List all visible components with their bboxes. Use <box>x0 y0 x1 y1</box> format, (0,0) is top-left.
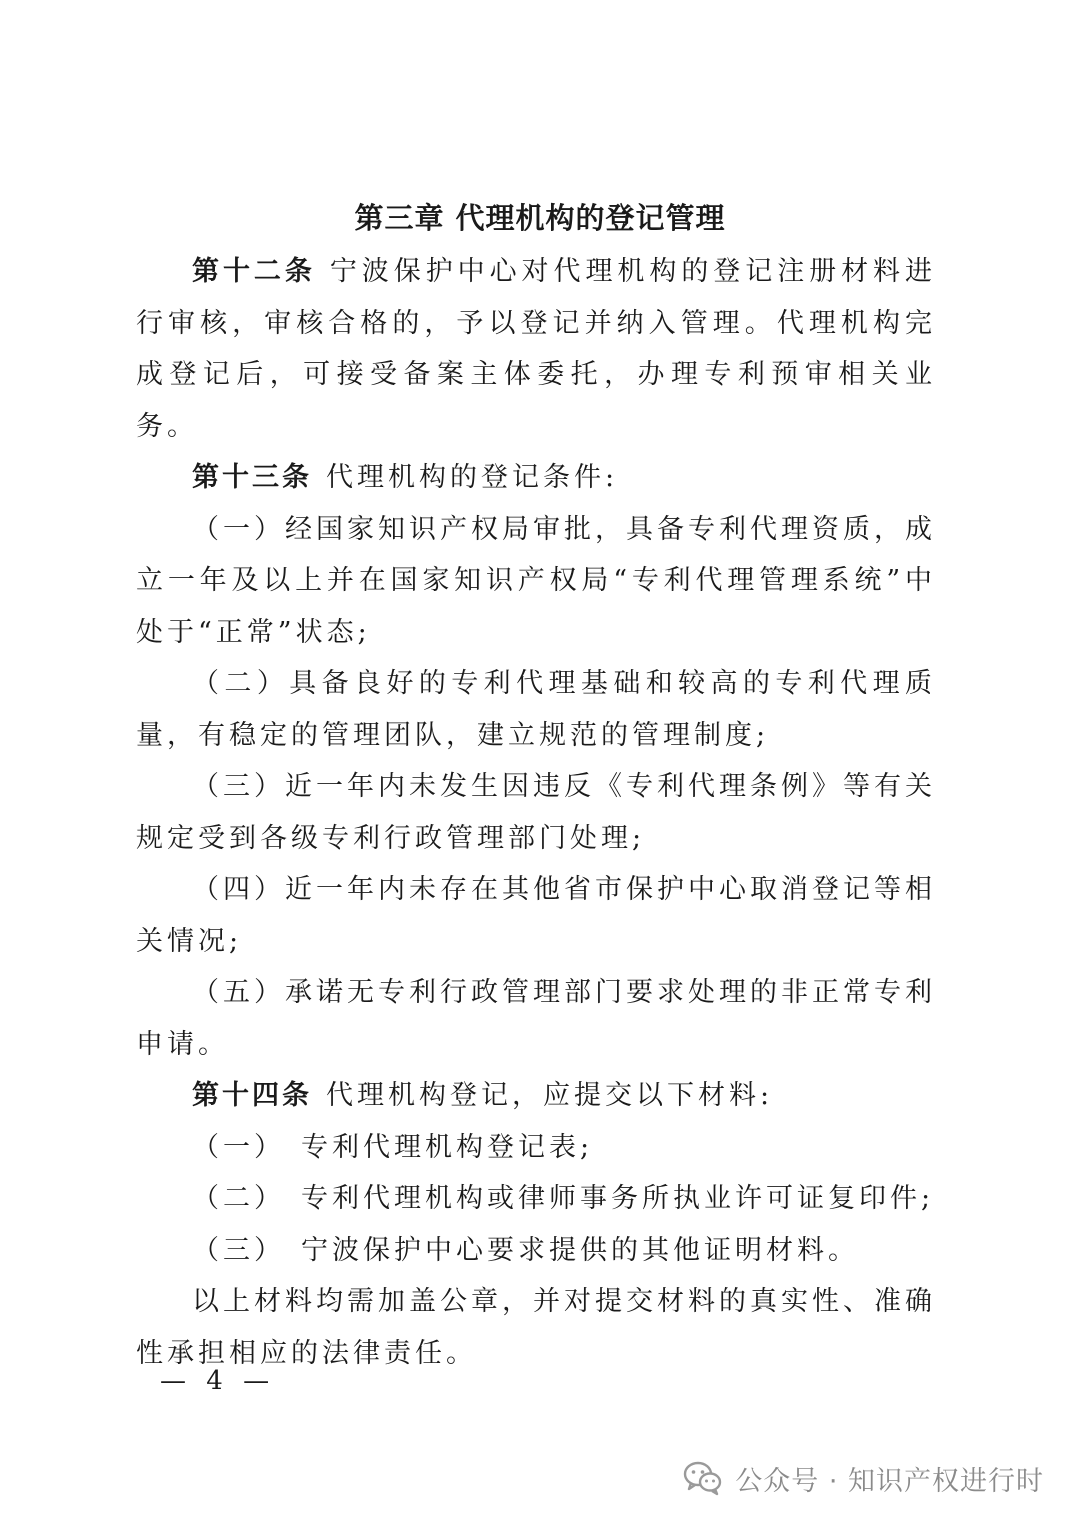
article-14-item-3-text: 宁波保护中心要求提供的其他证明材料。 <box>301 1234 859 1266</box>
article-14-item-2 <box>136 1173 936 1225</box>
wechat-icon <box>683 1460 723 1496</box>
article-12-text: 宁波保护中心对代理机构的登记注册材料进行审核，审核合格的，予以登记并纳入管理。代理机构完成登记后，可接受备案主体委托，办理专利预审相关业务。 <box>136 256 937 442</box>
document-body <box>136 246 936 1379</box>
article-13-number: 第十三条 <box>192 462 312 493</box>
article-14-number: 第十四条 <box>192 1080 312 1111</box>
article-13-text: 代理机构的登记条件: <box>326 462 619 493</box>
article-13-item-5: （五）承诺无专利行政管理部门要求处理的非正常专利申请。 <box>136 977 936 1060</box>
article-12 <box>136 246 936 452</box>
article-13-item-3: （三）近一年内未发生因违反《专利代理条例》等有关规定受到各级专利行政管理部门处理; <box>136 771 936 854</box>
article-12-number: 第十二条 <box>192 256 316 287</box>
chapter-title: 第三章 代理机构的登记管理 <box>354 201 726 235</box>
article-13-item-4: （四）近一年内未存在其他省市保护中心取消登记等相关情况; <box>136 874 936 957</box>
article-14-note: 以上材料均需加盖公章，并对提交材料的真实性、准确性承担相应的法律责任。 <box>136 1286 936 1369</box>
article-14-item-3-number: （三） <box>192 1234 285 1266</box>
watermark <box>683 1458 1044 1498</box>
article-13-item-1: （一）经国家知识产权局审批，具备专利代理资质，成立一年及以上并在国家知识产权局“专利代理管理系统”中处于“正常”状态; <box>136 513 936 648</box>
article-14-item-3 <box>136 1225 936 1277</box>
article-14-item-1 <box>136 1122 936 1174</box>
article-14-item-1-number: （一） <box>192 1131 285 1163</box>
article-14-item-2-text: 专利代理机构或律师事务所执业许可证复印件; <box>301 1183 935 1214</box>
article-14-item-1-text: 专利代理机构登记表; <box>301 1131 594 1163</box>
page-number: — 4 — <box>160 1366 276 1396</box>
watermark-text: 公众号 · 知识产权进行时 <box>735 1465 1044 1497</box>
article-13-item-2: （二）具备良好的专利代理基础和较高的专利代理质量，有稳定的管理团队，建立规范的管理制度; <box>136 668 936 751</box>
article-13 <box>136 452 936 504</box>
article-14-item-2-number: （二） <box>192 1183 285 1214</box>
article-14-text: 代理机构登记，应提交以下材料: <box>326 1080 774 1111</box>
article-14 <box>136 1070 936 1122</box>
